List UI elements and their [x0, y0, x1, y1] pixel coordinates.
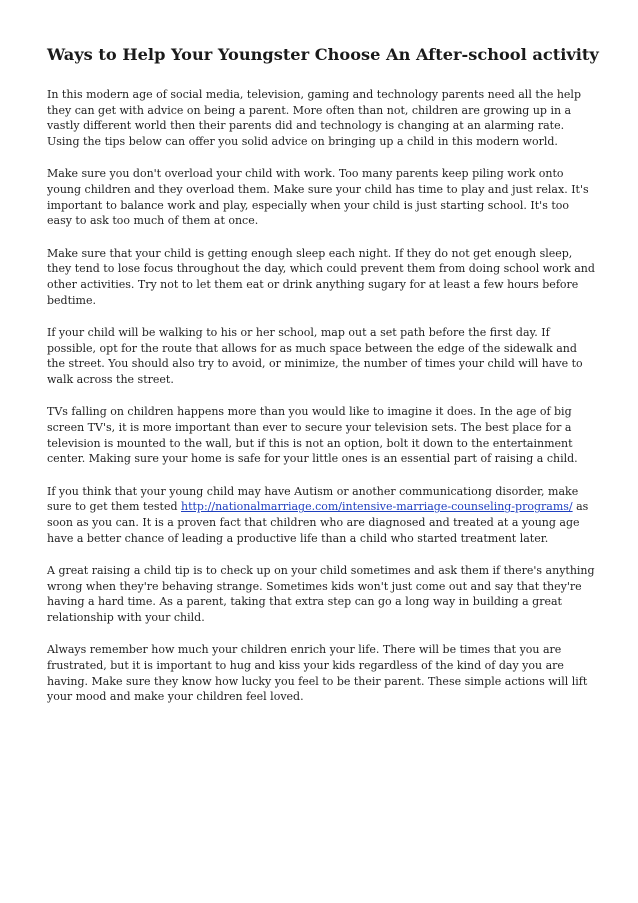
- paragraph-check-up: A great raising a child tip is to check up on your child sometimes and ask them if there's anything wrong when they're behaving strange. Sometimes kids won't just come out and say that they're having a hard time. As a parent, taking that extra step can go a long way in building a great relationship with your child.: [47, 563, 595, 624]
- document-title: Ways to Help Your Youngster Choose An After-school activity: [47, 45, 599, 64]
- paragraph-autism-before: If you think that your young child may have Autism or another communicationg disorder, make sure to get them tested: [47, 484, 579, 514]
- paragraph-workload: Make sure you don't overload your child with work. Too many parents keep piling work onto young children and they overload them. Make sure your child has time to play and just relax. It's important to balance work and play, especially when your child is just starting school. It's too easy to ask too much of them at once.: [47, 167, 589, 228]
- paragraph-intro: In this modern age of social media, television, gaming and technology parents need all the help they can get with advice on being a parent. More often than not, children are growing up in a vastly different world then their parents did and technology is changing at an alarming rate. Using the tips below can offer you solid advice on bringing up a child in this modern world.: [47, 88, 581, 149]
- paragraph-sleep: Make sure that your child is getting enough sleep each night. If they do not get enough sleep, they tend to lose focus throughout the day, which could prevent them from doing school work and other activities. Try not to let them eat or drink anything sugary for at least a few hours before bedtime.: [47, 246, 595, 307]
- paragraph-autism-after: as soon as you can. It is a proven fact that children who are diagnosed and treated at a young age have a better chance of leading a productive life than a child who started treatment later.: [47, 500, 589, 545]
- paragraph-tv-safety: TVs falling on children happens more than you would like to imagine it does. In the age of big screen TV's, it is more important than ever to secure your television sets. The best place for a television is mounted to the wall, but if this is not an option, bolt it down to the entertainment center. Making sure your home is safe for your little ones is an essential part of raising a child.: [47, 405, 578, 466]
- counseling-link[interactable]: http://nationalmarriage.com/intensive-marriage-counseling-programs/: [181, 500, 573, 514]
- paragraph-autism: [47, 484, 595, 547]
- paragraph-walking: If your child will be walking to his or her school, map out a set path before the first day. If possible, opt for the route that allows for as much space between the edge of the sidewalk and the street. You should also try to avoid, or minimize, the number of times your child will have to walk across the street.: [47, 325, 583, 387]
- document-page: [47, 44, 599, 722]
- paragraph-closing: Always remember how much your children enrich your life. There will be times that you are frustrated, but it is important to hug and kiss your kids regardless of the kind of day you are having. Make sure they know how lucky you feel to be their parent. These simple actions will lift your mood and make your children feel loved.: [47, 643, 588, 704]
